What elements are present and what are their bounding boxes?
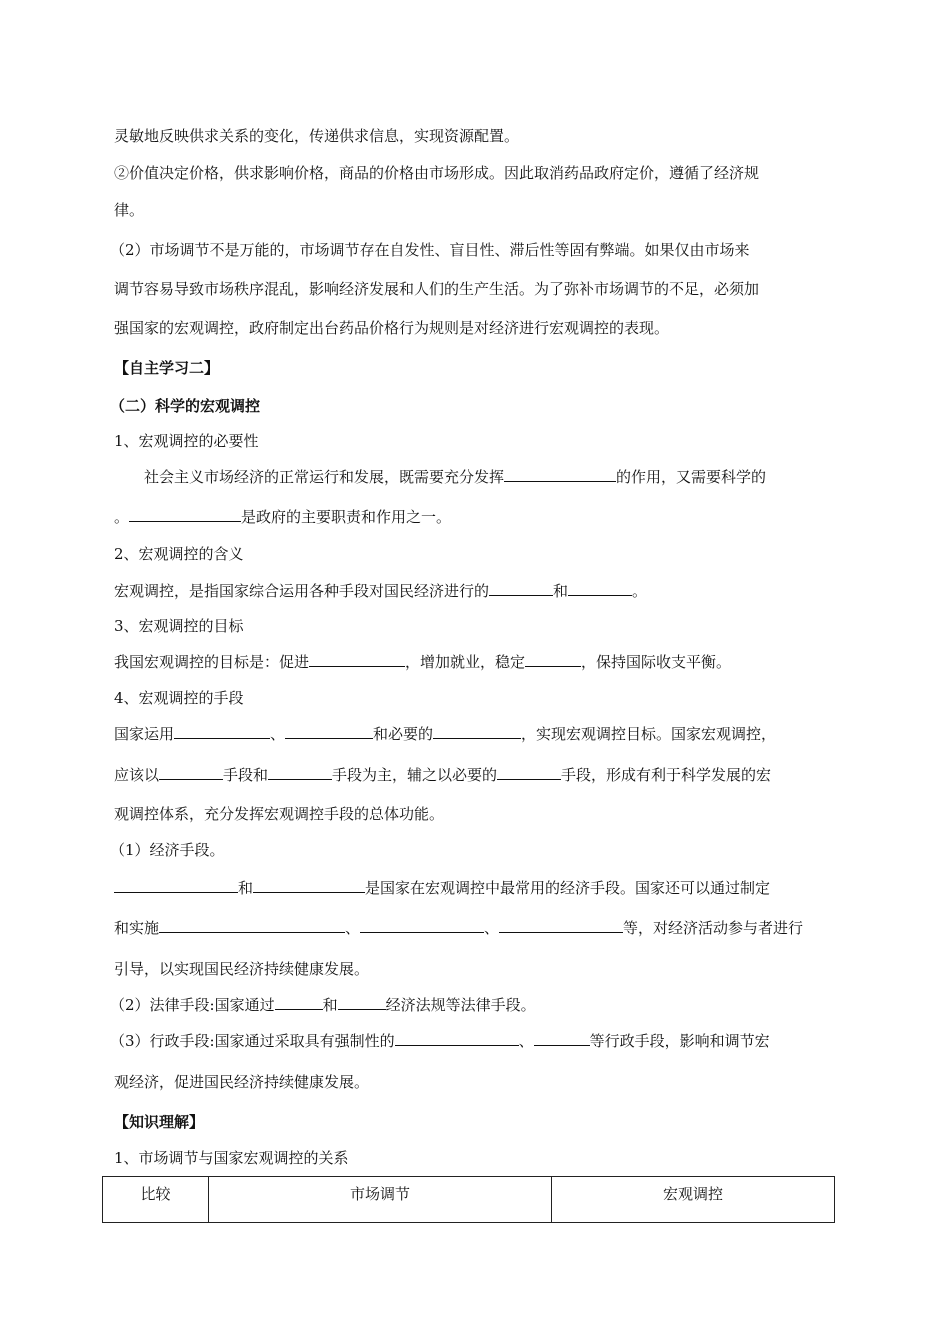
item-heading: （1）经济手段。 xyxy=(110,841,225,859)
blank[interactable] xyxy=(129,507,241,522)
blank[interactable] xyxy=(525,652,581,667)
section-heading: 【知识理解】 xyxy=(114,1113,205,1131)
item-heading: 2、宏观调控的含义 xyxy=(114,545,244,563)
section-heading: 【自主学习二】 xyxy=(114,359,220,377)
blank[interactable] xyxy=(174,724,270,739)
blank[interactable] xyxy=(268,765,332,780)
fill-line: 宏观调控，是指国家综合运用各种手段对国民经济进行的 和 。 xyxy=(114,582,648,600)
section-subheading: （二）科学的宏观调控 xyxy=(110,397,261,415)
para-line: 律。 xyxy=(114,201,145,219)
para-line: ②价值决定价格，供求影响价格，商品的价格由市场形成。因此取消药品政府定价，遵循了经济规 xyxy=(114,164,760,182)
fill-line: 。 是政府的主要职责和作用之一。 xyxy=(114,508,452,526)
fill-line: 我国宏观调控的目标是：促进 ，增加就业，稳定 ，保持国际收支平衡。 xyxy=(114,653,732,671)
item-heading: 1、宏观调控的必要性 xyxy=(114,432,259,450)
table-row xyxy=(103,1177,835,1223)
comparison-table xyxy=(102,1176,835,1223)
blank[interactable] xyxy=(285,724,373,739)
blank[interactable] xyxy=(568,581,632,596)
fill-line: 和 是国家在宏观调控中最常用的经济手段。国家还可以通过制定 xyxy=(114,878,770,898)
blank[interactable] xyxy=(360,918,484,933)
fill-line: 社会主义市场经济的正常运行和发展，既需要充分发挥 的作用，又需要科学的 xyxy=(144,468,767,486)
blank[interactable] xyxy=(275,995,323,1010)
fill-line: 国家运用 、 和必要的 ，实现宏观调控目标。国家宏观调控， xyxy=(114,725,777,743)
blank[interactable] xyxy=(504,467,616,482)
blank[interactable] xyxy=(114,878,238,893)
para-line: 强国家的宏观调控，政府制定出台药品价格行为规则是对经济进行宏观调控的表现。 xyxy=(114,319,670,337)
blank[interactable] xyxy=(433,724,521,739)
fill-line: （2）法律手段:国家通过 和 经济法规等法律手段。 xyxy=(110,996,536,1014)
blank[interactable] xyxy=(253,878,365,893)
blank[interactable] xyxy=(489,581,553,596)
blank[interactable] xyxy=(499,918,623,933)
blank[interactable] xyxy=(534,1031,590,1046)
blank[interactable] xyxy=(497,765,561,780)
blank[interactable] xyxy=(395,1031,519,1046)
fill-line: （3）行政手段:国家通过采取具有强制性的 、 等行政手段，影响和调节宏 xyxy=(110,1032,770,1050)
blank[interactable] xyxy=(159,918,345,933)
item-heading: 1、市场调节与国家宏观调控的关系 xyxy=(114,1149,349,1167)
item-heading: 3、宏观调控的目标 xyxy=(114,617,244,635)
item-heading: 4、宏观调控的手段 xyxy=(114,689,244,707)
para-line: （2）市场调节不是万能的，市场调节存在自发性、盲目性、滞后性等固有弊端。如果仅由市场来 xyxy=(110,241,750,259)
blank[interactable] xyxy=(338,995,386,1010)
para-line: 引导，以实现国民经济持续健康发展。 xyxy=(114,960,370,978)
blank[interactable] xyxy=(159,765,223,780)
fill-line: 和实施 、 、 等，对经济活动参与者进行 xyxy=(114,919,804,937)
table-header-cell: 市场调节 xyxy=(209,1177,552,1223)
para-line: 观调控体系，充分发挥宏观调控手段的总体功能。 xyxy=(114,805,445,823)
fill-line: 应该以 手段和 手段为主，辅之以必要的 手段，形成有利于科学发展的宏 xyxy=(114,766,772,784)
para-line: 调节容易导致市场秩序混乱，影响经济发展和人们的生产生活。为了弥补市场调节的不足，必须加 xyxy=(114,280,760,298)
table-header-cell: 比较 xyxy=(103,1177,209,1223)
table-header-cell: 宏观调控 xyxy=(552,1177,835,1223)
para-line: 观经济，促进国民经济持续健康发展。 xyxy=(114,1073,370,1091)
blank[interactable] xyxy=(309,652,405,667)
para-line: 灵敏地反映供求关系的变化，传递供求信息，实现资源配置。 xyxy=(114,127,520,145)
